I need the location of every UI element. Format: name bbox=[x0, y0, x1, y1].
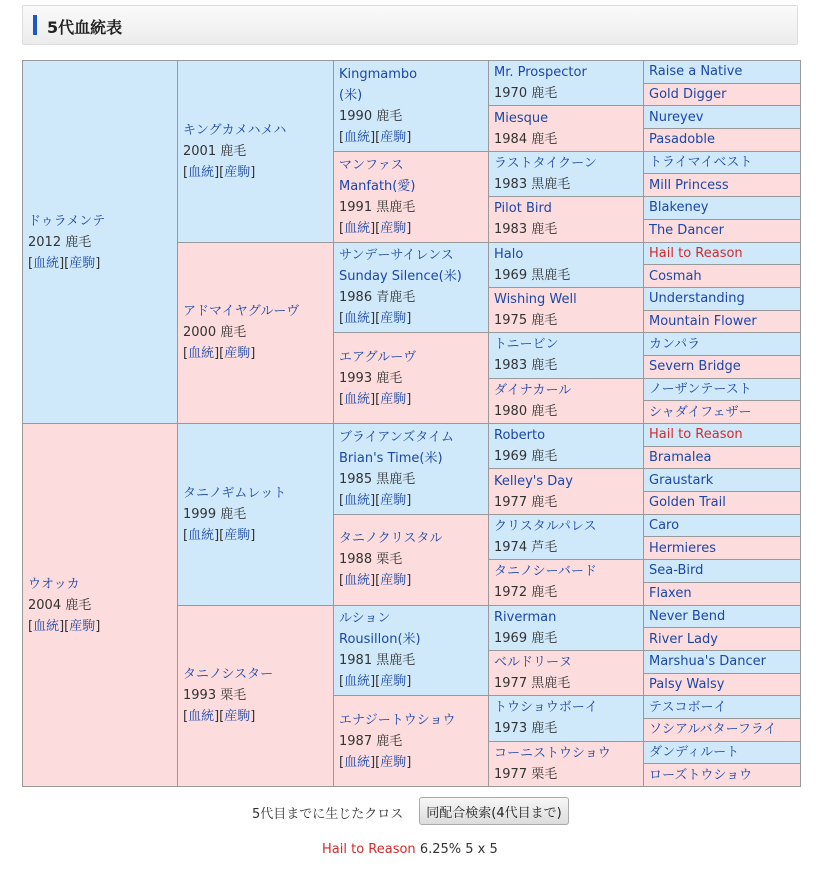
gen5-cell bbox=[644, 219, 801, 242]
horse-name-link[interactable]: Hermieres bbox=[649, 540, 716, 556]
same-mating-search-button[interactable]: 同配合検索(4代目まで) bbox=[419, 797, 569, 825]
horse-name-link[interactable]: カンパラ bbox=[649, 336, 701, 352]
horse-name-link[interactable]: Graustark bbox=[649, 472, 714, 488]
horse-name-link[interactable]: Wishing Well bbox=[494, 292, 577, 308]
horse-birth-info: 2001 鹿毛 bbox=[183, 143, 247, 159]
horse-name-link[interactable]: トウショウボーイ bbox=[494, 700, 598, 716]
gen1-cell bbox=[23, 424, 178, 787]
cross-pattern: 5 x 5 bbox=[465, 842, 498, 857]
horse-name-link[interactable]: Nureyev bbox=[649, 109, 704, 125]
pedigree-link[interactable]: 血統 bbox=[188, 164, 215, 180]
horse-name-link[interactable]: Halo bbox=[494, 246, 524, 262]
gen5-cell bbox=[644, 673, 801, 696]
gen1-cell bbox=[23, 61, 178, 424]
progeny-link[interactable]: 産駒 bbox=[224, 709, 251, 725]
gen5-cell bbox=[644, 287, 801, 310]
progeny-link[interactable]: 産駒 bbox=[224, 346, 251, 362]
gen5-cell bbox=[644, 582, 801, 605]
horse-name-link[interactable]: ウオッカ bbox=[28, 576, 80, 592]
gen4-cell bbox=[489, 333, 644, 378]
progeny-link[interactable]: 産駒 bbox=[380, 220, 407, 236]
horse-name-link[interactable]: The Dancer bbox=[649, 223, 725, 239]
horse-name-link[interactable]: Bramalea bbox=[649, 450, 712, 466]
horse-name-link[interactable]: River Lady bbox=[649, 631, 718, 647]
horse-alt-name-link[interactable]: Rousillon(米) bbox=[339, 632, 421, 648]
horse-name-link[interactable]: アドマイヤグルーヴ bbox=[183, 304, 300, 320]
horse-name-link[interactable]: エアグルーヴ bbox=[339, 349, 417, 365]
horse-birth-info: 1990 鹿毛 bbox=[339, 108, 403, 124]
gen4-cell bbox=[489, 605, 644, 650]
gen5-cell bbox=[644, 741, 801, 764]
horse-birth-info: 1993 鹿毛 bbox=[339, 370, 403, 386]
horse-birth-info: 1985 黒鹿毛 bbox=[339, 471, 416, 487]
pedigree-link[interactable]: 血統 bbox=[344, 674, 371, 690]
horse-birth-info: 1986 青鹿毛 bbox=[339, 290, 416, 306]
horse-name-link[interactable]: Caro bbox=[649, 518, 680, 534]
gen3-cell bbox=[334, 696, 489, 787]
horse-name-link[interactable]: Hail to Reason bbox=[649, 427, 743, 443]
gen5-cell bbox=[644, 628, 801, 651]
horse-name-link[interactable]: Gold Digger bbox=[649, 87, 727, 103]
gen3-cell bbox=[334, 333, 489, 424]
pedigree-progeny-links: [血統][産駒] bbox=[339, 492, 412, 508]
horse-name-link[interactable]: マンファス bbox=[339, 157, 404, 173]
horse-name-link[interactable]: Never Bend bbox=[649, 608, 726, 624]
horse-name-link[interactable]: Hail to Reason bbox=[649, 245, 743, 261]
horse-name-link[interactable]: Kingmambo bbox=[339, 66, 418, 82]
gen5-cell bbox=[644, 537, 801, 560]
horse-birth-info: 1977 鹿毛 bbox=[494, 494, 558, 510]
cross-label: 5代目までに生じたクロス bbox=[252, 807, 404, 822]
horse-birth-info: 1983 黒鹿毛 bbox=[494, 176, 571, 192]
horse-name-link[interactable]: Roberto bbox=[494, 428, 546, 444]
horse-name-link[interactable]: Miesque bbox=[494, 110, 549, 126]
gen4-cell bbox=[489, 741, 644, 786]
gen2-cell bbox=[178, 424, 334, 606]
horse-birth-info: 1988 栗毛 bbox=[339, 552, 403, 568]
gen5-cell bbox=[644, 106, 801, 129]
gen4-cell bbox=[489, 106, 644, 151]
horse-birth-info: 1980 鹿毛 bbox=[494, 403, 558, 419]
pedigree-section-header bbox=[22, 5, 798, 45]
horse-name-link[interactable]: Sea-Bird bbox=[649, 563, 704, 579]
horse-name-link[interactable]: Blakeney bbox=[649, 200, 709, 216]
gen4-cell bbox=[489, 151, 644, 196]
gen5-cell bbox=[644, 605, 801, 628]
pedigree-progeny-links: [血統][産駒] bbox=[339, 674, 412, 690]
horse-birth-info: 1972 鹿毛 bbox=[494, 585, 558, 601]
gen5-cell bbox=[644, 696, 801, 719]
horse-name-link[interactable]: Severn Bridge bbox=[649, 359, 741, 375]
gen5-cell bbox=[644, 560, 801, 583]
horse-birth-info: 1983 鹿毛 bbox=[494, 358, 558, 374]
horse-name-link[interactable]: コーニストウショウ bbox=[494, 745, 611, 761]
gen2-cell bbox=[178, 605, 334, 787]
gen4-cell bbox=[489, 469, 644, 514]
gen5-cell bbox=[644, 151, 801, 174]
pedigree-link[interactable]: 血統 bbox=[188, 527, 215, 543]
gen4-cell bbox=[489, 696, 644, 741]
horse-birth-info: 1969 鹿毛 bbox=[494, 449, 558, 465]
gen4-cell bbox=[489, 650, 644, 695]
horse-name-link[interactable]: ノーザンテースト bbox=[649, 381, 752, 397]
pedigree-progeny-links: [血統][産駒] bbox=[28, 255, 101, 271]
gen5-cell bbox=[644, 265, 801, 288]
horse-name-link[interactable]: Pilot Bird bbox=[494, 201, 552, 217]
pedigree-link[interactable]: 血統 bbox=[344, 311, 371, 327]
gen5-cell bbox=[644, 355, 801, 378]
horse-name-link[interactable]: ダンディルート bbox=[649, 744, 740, 760]
progeny-link[interactable]: 産駒 bbox=[224, 527, 251, 543]
gen5-cell bbox=[644, 424, 801, 447]
cross-horse-link[interactable]: Hail to Reason bbox=[322, 842, 416, 857]
gen4-cell bbox=[489, 424, 644, 469]
gen5-cell bbox=[644, 83, 801, 106]
horse-name-link[interactable]: ブライアンズタイム bbox=[339, 429, 455, 445]
horse-name-link[interactable]: シャダイフェザー bbox=[649, 404, 752, 420]
horse-name-link[interactable]: ラストタイクーン bbox=[494, 155, 597, 171]
pedigree-link[interactable]: 血統 bbox=[344, 754, 371, 770]
pedigree-progeny-links: [血統][産駒] bbox=[183, 709, 256, 725]
gen3-cell bbox=[334, 514, 489, 605]
gen4-cell bbox=[489, 197, 644, 242]
horse-alt-name-link[interactable]: Sunday Silence(米) bbox=[339, 269, 462, 285]
horse-name-link[interactable]: Kelley's Day bbox=[494, 473, 573, 489]
horse-birth-info: 1999 鹿毛 bbox=[183, 506, 247, 522]
progeny-link[interactable]: 産駒 bbox=[380, 492, 407, 508]
progeny-link[interactable]: 産駒 bbox=[380, 391, 407, 407]
gen5-cell bbox=[644, 401, 801, 424]
progeny-link[interactable]: 産駒 bbox=[380, 674, 407, 690]
pedigree-progeny-links: [血統][産駒] bbox=[339, 754, 412, 770]
horse-name-link[interactable]: トニービン bbox=[494, 337, 559, 353]
horse-name-link[interactable]: トライマイベスト bbox=[649, 155, 753, 171]
progeny-link[interactable]: 産駒 bbox=[380, 311, 407, 327]
pedigree-link[interactable]: 血統 bbox=[188, 346, 215, 362]
horse-name-link[interactable]: Pasadoble bbox=[649, 132, 716, 148]
gen3-cell bbox=[334, 605, 489, 696]
horse-name-link[interactable]: サンデーサイレンス bbox=[339, 248, 454, 264]
pedigree-table-body bbox=[23, 61, 801, 787]
gen3-cell bbox=[334, 61, 489, 152]
gen5-cell bbox=[644, 514, 801, 537]
gen5-cell bbox=[644, 129, 801, 152]
horse-name-link[interactable]: Understanding bbox=[649, 291, 745, 307]
gen5-cell bbox=[644, 446, 801, 469]
horse-name-link[interactable]: タニノギムレット bbox=[183, 485, 287, 501]
gen5-cell bbox=[644, 197, 801, 220]
horse-birth-info: 1987 鹿毛 bbox=[339, 733, 403, 749]
horse-name-link[interactable]: Mill Princess bbox=[649, 177, 729, 193]
gen3-cell bbox=[334, 242, 489, 333]
gen5-cell bbox=[644, 310, 801, 333]
horse-birth-info: 1977 栗毛 bbox=[494, 766, 558, 782]
horse-name-link[interactable]: Raise a Native bbox=[649, 64, 743, 80]
horse-birth-info: 1970 鹿毛 bbox=[494, 86, 558, 102]
horse-alt-name-link[interactable]: Brian's Time(米) bbox=[339, 450, 443, 466]
progeny-link[interactable]: 産駒 bbox=[69, 255, 96, 271]
horse-birth-info: 1984 鹿毛 bbox=[494, 131, 558, 147]
pedigree-link[interactable]: 血統 bbox=[344, 391, 371, 407]
pedigree-link[interactable]: 血統 bbox=[33, 618, 60, 634]
progeny-link[interactable]: 産駒 bbox=[380, 573, 407, 589]
horse-birth-info: 1993 栗毛 bbox=[183, 688, 247, 704]
gen3-cell bbox=[334, 424, 489, 515]
horse-name-link[interactable]: Marshua's Dancer bbox=[649, 654, 766, 670]
pedigree-progeny-links: [血統][産駒] bbox=[339, 391, 412, 407]
pedigree-link[interactable]: 血統 bbox=[33, 255, 60, 271]
section-title: 5代血統表 bbox=[47, 18, 123, 37]
pedigree-link[interactable]: 血統 bbox=[344, 220, 371, 236]
pedigree-progeny-links: [血統][産駒] bbox=[339, 573, 412, 589]
gen5-cell bbox=[644, 174, 801, 197]
gen5-cell bbox=[644, 650, 801, 673]
gen5-cell bbox=[644, 469, 801, 492]
horse-name-link[interactable]: タニノシスター bbox=[183, 667, 274, 683]
horse-name-link[interactable]: Golden Trail bbox=[649, 495, 726, 511]
gen5-cell bbox=[644, 764, 801, 787]
horse-name-link[interactable]: ダイナカール bbox=[494, 382, 572, 398]
gen5-cell bbox=[644, 61, 801, 84]
horse-birth-info: 2000 鹿毛 bbox=[183, 325, 247, 341]
horse-name-link[interactable]: ソシアルバターフライ bbox=[649, 722, 777, 738]
horse-birth-info: 1991 黒鹿毛 bbox=[339, 199, 416, 215]
horse-alt-name-link[interactable]: (米) bbox=[339, 87, 363, 103]
horse-birth-info: 1969 鹿毛 bbox=[494, 630, 558, 646]
pedigree-progeny-links: [血統][産駒] bbox=[183, 164, 256, 180]
pedigree-progeny-links: [血統][産駒] bbox=[339, 220, 412, 236]
horse-birth-info: 2004 鹿毛 bbox=[28, 597, 92, 613]
pedigree-progeny-links: [血統][産駒] bbox=[183, 527, 256, 543]
gen4-cell bbox=[489, 560, 644, 605]
horse-alt-name-link[interactable]: Manfath(愛) bbox=[339, 178, 416, 194]
pedigree-link[interactable]: 血統 bbox=[344, 492, 371, 508]
gen5-cell bbox=[644, 718, 801, 741]
gen4-cell bbox=[489, 378, 644, 423]
horse-birth-info: 1973 鹿毛 bbox=[494, 721, 558, 737]
horse-name-link[interactable]: Flaxen bbox=[649, 586, 692, 602]
pedigree-progeny-links: [血統][産駒] bbox=[339, 129, 412, 145]
horse-name-link[interactable]: ローズトウショウ bbox=[649, 767, 753, 783]
horse-birth-info: 1977 黒鹿毛 bbox=[494, 676, 571, 692]
horse-name-link[interactable]: Riverman bbox=[494, 609, 557, 625]
cross-result bbox=[322, 842, 498, 857]
gen4-cell bbox=[489, 61, 644, 106]
header-accent-bar bbox=[33, 15, 37, 35]
gen2-cell bbox=[178, 242, 334, 424]
horse-name-link[interactable]: ベルドリーヌ bbox=[494, 655, 573, 671]
gen4-cell bbox=[489, 287, 644, 332]
cross-percent: 6.25% bbox=[419, 842, 462, 857]
gen2-cell bbox=[178, 61, 334, 243]
gen3-cell bbox=[334, 151, 489, 242]
pedigree-link[interactable]: 血統 bbox=[344, 129, 371, 145]
gen4-cell bbox=[489, 242, 644, 287]
gen5-cell bbox=[644, 378, 801, 401]
progeny-link[interactable]: 産駒 bbox=[380, 129, 407, 145]
horse-name-link[interactable]: Mountain Flower bbox=[649, 313, 757, 329]
horse-name-link[interactable]: Palsy Walsy bbox=[649, 676, 725, 692]
horse-name-link[interactable]: エナジートウショウ bbox=[339, 712, 456, 728]
horse-name-link[interactable]: キングカメハメハ bbox=[183, 122, 287, 138]
gen5-cell bbox=[644, 242, 801, 265]
pedigree-progeny-links: [血統][産駒] bbox=[339, 311, 412, 327]
pedigree-progeny-links: [血統][産駒] bbox=[183, 346, 256, 362]
pedigree-link[interactable]: 血統 bbox=[344, 573, 371, 589]
pedigree-row bbox=[23, 61, 801, 84]
progeny-link[interactable]: 産駒 bbox=[380, 754, 407, 770]
horse-name-link[interactable]: テスコボーイ bbox=[649, 699, 727, 715]
horse-name-link[interactable]: タニノシーバード bbox=[494, 564, 597, 580]
horse-birth-info: 1969 黒鹿毛 bbox=[494, 267, 571, 283]
horse-name-link[interactable]: タニノクリスタル bbox=[339, 531, 443, 547]
pedigree-table bbox=[22, 60, 801, 787]
horse-birth-info: 1974 芦毛 bbox=[494, 539, 558, 555]
pedigree-progeny-links: [血統][産駒] bbox=[28, 618, 101, 634]
progeny-link[interactable]: 産駒 bbox=[69, 618, 96, 634]
gen5-cell bbox=[644, 492, 801, 515]
progeny-link[interactable]: 産駒 bbox=[224, 164, 251, 180]
gen5-cell bbox=[644, 333, 801, 356]
horse-name-link[interactable]: クリスタルパレス bbox=[494, 518, 597, 534]
pedigree-row bbox=[23, 424, 801, 447]
horse-name-link[interactable]: Mr. Prospector bbox=[494, 65, 587, 81]
horse-birth-info: 1983 鹿毛 bbox=[494, 222, 558, 238]
horse-name-link[interactable]: Cosmah bbox=[649, 268, 702, 284]
pedigree-link[interactable]: 血統 bbox=[188, 709, 215, 725]
horse-birth-info: 1981 黒鹿毛 bbox=[339, 653, 416, 669]
horse-name-link[interactable]: ドゥラメンテ bbox=[28, 213, 106, 229]
horse-birth-info: 2012 鹿毛 bbox=[28, 234, 92, 250]
horse-birth-info: 1975 鹿毛 bbox=[494, 313, 558, 329]
gen4-cell bbox=[489, 514, 644, 559]
horse-name-link[interactable]: ルション bbox=[339, 611, 391, 627]
